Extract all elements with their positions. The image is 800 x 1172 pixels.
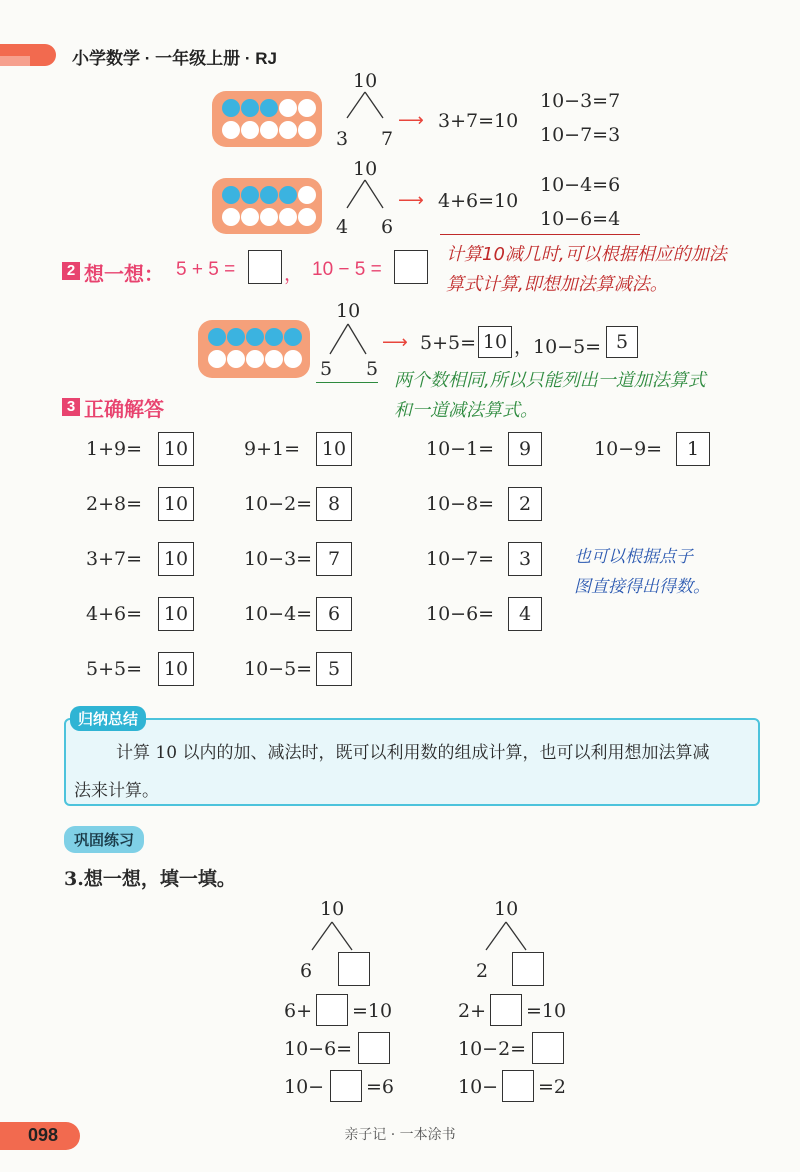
answer-box[interactable]: 7 xyxy=(316,542,352,576)
answer-box[interactable]: 3 xyxy=(508,542,542,576)
example-2-add: 4+6=10 xyxy=(438,190,519,212)
equation-3-3: 10−7= xyxy=(426,548,495,570)
section-2-sub: ，10−5= xyxy=(514,336,602,358)
ten-frame-dot xyxy=(265,350,283,368)
answer-box[interactable]: 10 xyxy=(316,432,352,466)
practice-b-left: 2 xyxy=(476,960,489,982)
underline-green xyxy=(316,382,378,383)
example-1-sub2: 10−7=3 xyxy=(540,124,621,146)
ten-frame-dot xyxy=(241,208,259,226)
bond-3-right: 5 xyxy=(366,358,379,380)
ten-frame-dot xyxy=(279,186,297,204)
answer-box[interactable]: 10 xyxy=(158,432,194,466)
answer-box-empty[interactable] xyxy=(502,1070,534,1102)
section-2-eq2: 10 − 5 = xyxy=(312,259,382,280)
handwritten-note-2-line1: 两个数相同,所以只能列出一道加法算式 xyxy=(394,370,706,391)
example-1-sub1: 10−3=7 xyxy=(540,90,621,112)
bond-3-top: 10 xyxy=(336,300,361,322)
practice-b-eq3-post: =2 xyxy=(538,1076,567,1098)
ten-frame-dot xyxy=(208,328,226,346)
answer-box-empty[interactable] xyxy=(338,952,370,986)
ten-frame-dot xyxy=(222,208,240,226)
bond-2-left: 4 xyxy=(336,216,349,238)
practice-tag: 巩固练习 xyxy=(64,826,144,853)
answer-box[interactable]: 5 xyxy=(606,326,638,358)
bond-1-top: 10 xyxy=(353,70,378,92)
section-2-add: 5+5= xyxy=(420,332,477,354)
summary-line-1: 计算 10 以内的加、减法时，既可以利用数的组成计算，也可以利用想加法算减 xyxy=(116,743,710,763)
answer-box-empty[interactable] xyxy=(358,1032,390,1064)
ten-frame-dot xyxy=(284,328,302,346)
equation-3-4: 10−6= xyxy=(426,603,495,625)
practice-b-eq1-post: =10 xyxy=(526,1000,567,1022)
equation-2-5: 10−5= xyxy=(244,658,313,680)
ten-frame-2-dots xyxy=(212,178,322,234)
example-2-sub1: 10−4=6 xyxy=(540,174,621,196)
practice-b-eq2: 10−2= xyxy=(458,1038,527,1060)
answer-box[interactable]: 4 xyxy=(508,597,542,631)
answer-box[interactable]: 10 xyxy=(158,487,194,521)
section-2-number: 2 xyxy=(62,262,80,280)
ten-frame-dot xyxy=(298,186,316,204)
ten-frame-dot xyxy=(241,186,259,204)
answer-box[interactable]: 8 xyxy=(316,487,352,521)
handwritten-note-3-line1: 也可以根据点子 xyxy=(574,547,693,567)
ten-frame-dot xyxy=(284,350,302,368)
practice-a-left: 6 xyxy=(300,960,313,982)
equation-1-2: 2+8= xyxy=(86,493,143,515)
summary-tag: 归纳总结 xyxy=(70,706,146,731)
answer-box-empty[interactable] xyxy=(248,250,282,284)
section-2-title: 想一想： xyxy=(84,264,164,286)
ten-frame-3-dots xyxy=(198,320,310,378)
example-1-add: 3+7=10 xyxy=(438,110,519,132)
equation-1-3: 3+7= xyxy=(86,548,143,570)
equation-1-1: 1+9= xyxy=(86,438,143,460)
answer-box[interactable]: 10 xyxy=(158,652,194,686)
example-2-sub2: 10−6=4 xyxy=(540,208,621,230)
ten-frame-dot xyxy=(260,99,278,117)
arrow-icon: ⟶ xyxy=(398,190,424,211)
ten-frame-dot xyxy=(222,99,240,117)
ten-frame-dot xyxy=(260,186,278,204)
bond-2-top: 10 xyxy=(353,158,378,180)
ten-frame-dot xyxy=(227,328,245,346)
bond-3-left: 5 xyxy=(320,358,333,380)
answer-box[interactable]: 10 xyxy=(478,326,512,358)
answer-box[interactable]: 10 xyxy=(158,542,194,576)
ten-frame-dot xyxy=(246,328,264,346)
page-number: 098 xyxy=(28,1125,59,1145)
practice-a-eq3-post: =6 xyxy=(366,1076,395,1098)
bond-1-right: 7 xyxy=(381,128,394,150)
practice-question: 3.想一想，填一填。 xyxy=(64,868,236,890)
bond-2-right: 6 xyxy=(381,216,394,238)
equation-2-4: 10−4= xyxy=(244,603,313,625)
book-title: 小学数学 · 一年级上册 · RJ xyxy=(72,49,277,68)
equation-1-5: 5+5= xyxy=(86,658,143,680)
practice-b-eq1-pre: 2+ xyxy=(458,1000,487,1022)
section-3-number: 3 xyxy=(62,398,80,416)
answer-box-empty[interactable] xyxy=(330,1070,362,1102)
ten-frame-dot xyxy=(208,350,226,368)
handwritten-note-1-line2: 算式计算,即想加法算减法。 xyxy=(446,274,668,295)
answer-box[interactable]: 5 xyxy=(316,652,352,686)
answer-box-empty[interactable] xyxy=(394,250,428,284)
answer-box-empty[interactable] xyxy=(532,1032,564,1064)
answer-box[interactable]: 6 xyxy=(316,597,352,631)
ten-frame-dot xyxy=(222,186,240,204)
underline-red xyxy=(440,234,640,235)
practice-a-top: 10 xyxy=(320,898,345,920)
equation-4-1: 10−9= xyxy=(594,438,663,460)
ten-frame-dot xyxy=(265,328,283,346)
handwritten-note-3-line2: 图直接得出得数。 xyxy=(574,577,710,597)
ten-frame-dot xyxy=(298,99,316,117)
header-decor-bar-light xyxy=(0,56,30,66)
ten-frame-1-dots xyxy=(212,91,322,147)
answer-box[interactable]: 10 xyxy=(158,597,194,631)
equation-2-1: 9+1= xyxy=(244,438,301,460)
arrow-icon: ⟶ xyxy=(382,332,408,353)
answer-box-empty[interactable] xyxy=(490,994,522,1026)
ten-frame-dot xyxy=(227,350,245,368)
practice-b-eq3-pre: 10− xyxy=(458,1076,499,1098)
ten-frame-dot xyxy=(241,99,259,117)
footer-text: 亲子记 · 一本涂书 xyxy=(344,1127,456,1143)
practice-a-eq3-pre: 10− xyxy=(284,1076,325,1098)
practice-b-top: 10 xyxy=(494,898,519,920)
equation-3-1: 10−1= xyxy=(426,438,495,460)
practice-a-eq2: 10−6= xyxy=(284,1038,353,1060)
answer-box[interactable]: 2 xyxy=(508,487,542,521)
ten-frame-dot xyxy=(298,121,316,139)
equation-3-2: 10−8= xyxy=(426,493,495,515)
arrow-icon: ⟶ xyxy=(398,110,424,131)
ten-frame-dot xyxy=(222,121,240,139)
bond-1-left: 3 xyxy=(336,128,349,150)
equation-2-2: 10−2= xyxy=(244,493,313,515)
section-2-eq1: 5 + 5 = xyxy=(176,259,236,280)
summary-line-2: 法来计算。 xyxy=(74,781,159,801)
ten-frame-dot xyxy=(298,208,316,226)
equation-1-4: 4+6= xyxy=(86,603,143,625)
practice-a-eq1-pre: 6+ xyxy=(284,1000,313,1022)
ten-frame-dot xyxy=(260,208,278,226)
answer-box-empty[interactable] xyxy=(512,952,544,986)
practice-a-eq1-post: =10 xyxy=(352,1000,393,1022)
answer-box[interactable]: 9 xyxy=(508,432,542,466)
ten-frame-dot xyxy=(279,121,297,139)
section-3-title: 正确解答 xyxy=(84,399,164,421)
ten-frame-dot xyxy=(246,350,264,368)
ten-frame-dot xyxy=(279,99,297,117)
ten-frame-dot xyxy=(241,121,259,139)
handwritten-note-1-line1: 计算10减几时,可以根据相应的加法 xyxy=(446,244,727,265)
answer-box[interactable]: 1 xyxy=(676,432,710,466)
ten-frame-dot xyxy=(260,121,278,139)
handwritten-note-2-line2: 和一道减法算式。 xyxy=(394,400,538,421)
answer-box-empty[interactable] xyxy=(316,994,348,1026)
ten-frame-dot xyxy=(279,208,297,226)
section-2-comma: ， xyxy=(284,264,304,285)
equation-2-3: 10−3= xyxy=(244,548,313,570)
